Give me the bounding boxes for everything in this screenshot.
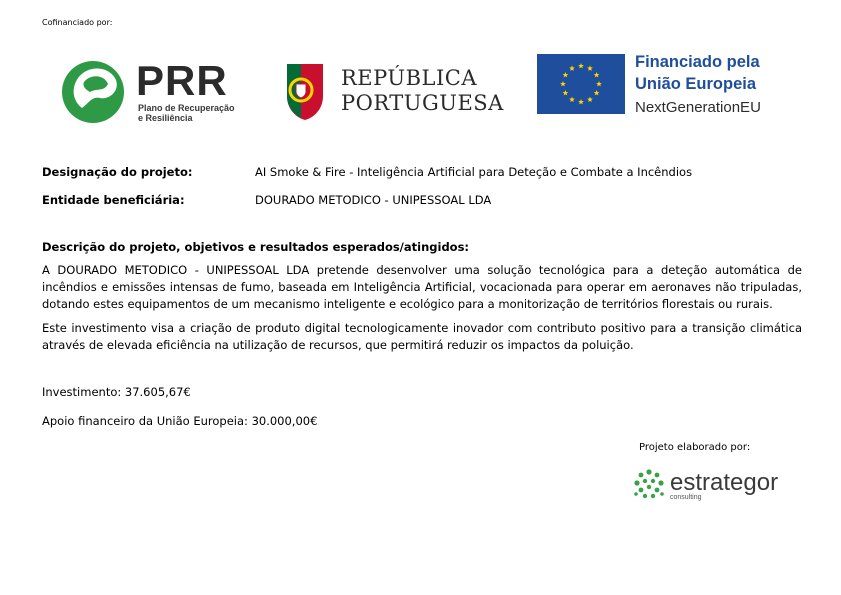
estrategor-dots-icon — [632, 468, 666, 502]
eu-line2: União Europeia — [635, 75, 757, 93]
prepared-by-label: Projeto elaborado por: — [639, 442, 751, 453]
eu-support-amount: Apoio financeiro da União Europeia: 30.000,00€ — [42, 414, 318, 428]
eu-funding-logo — [537, 52, 787, 118]
entity-label: Entidade beneficiária: — [42, 193, 185, 207]
republica-line1: REPÚBLICA — [341, 66, 478, 90]
eu-flag-icon — [537, 54, 625, 114]
designation-value: AI Smoke & Fire - Inteligência Artificial para Deteção e Combate a Incêndios — [255, 165, 693, 179]
cofinanced-label: Cofinanciado por: — [42, 18, 113, 27]
prr-line2: e Resiliência — [138, 113, 193, 123]
prr-acronym: PRR — [136, 57, 228, 104]
republica-portuguesa-logo — [283, 60, 508, 122]
entity-value: DOURADO METODICO - UNIPESSOAL LDA — [255, 193, 492, 207]
prr-line1: Plano de Recuperação — [138, 103, 235, 113]
designation-label: Designação do projeto: — [42, 165, 193, 179]
company-name: estrategor — [670, 469, 779, 496]
estrategor-logo — [632, 466, 807, 504]
portugal-flag-shield-icon — [283, 60, 327, 122]
company-subtitle: consulting — [670, 494, 702, 501]
republica-line2: PORTUGUESA — [341, 91, 504, 115]
prr-emblem-icon — [60, 58, 130, 128]
description-paragraph-1: A DOURADO METODICO - UNIPESSOAL LDA pretende desenvolver uma solução tecnológica para a deteção automática de incêndios e emissões intensas de fumo, baseada em Inteligência Artificial, vocacionada para operar em aeronaves não tripuladas, dotando estes equipamentos de um mecanismo inteligente e ecológico para a monitorização de territórios florestais ou rurais. — [42, 263, 802, 311]
eu-line3: NextGenerationEU — [635, 99, 761, 116]
description-heading: Descrição do projeto, objetivos e resultados esperados/atingidos: — [42, 240, 470, 254]
prr-logo — [60, 58, 260, 128]
investment-amount: Investimento: 37.605,67€ — [42, 385, 191, 399]
eu-line1: Financiado pela — [635, 53, 760, 71]
description-paragraph-2: Este investimento visa a criação de produto digital tecnologicamente inovador com contributo positivo para a transição climática através de elevada eficiência na utilização de recursos, que permitirá reduzir os impactos da poluição. — [42, 321, 802, 352]
